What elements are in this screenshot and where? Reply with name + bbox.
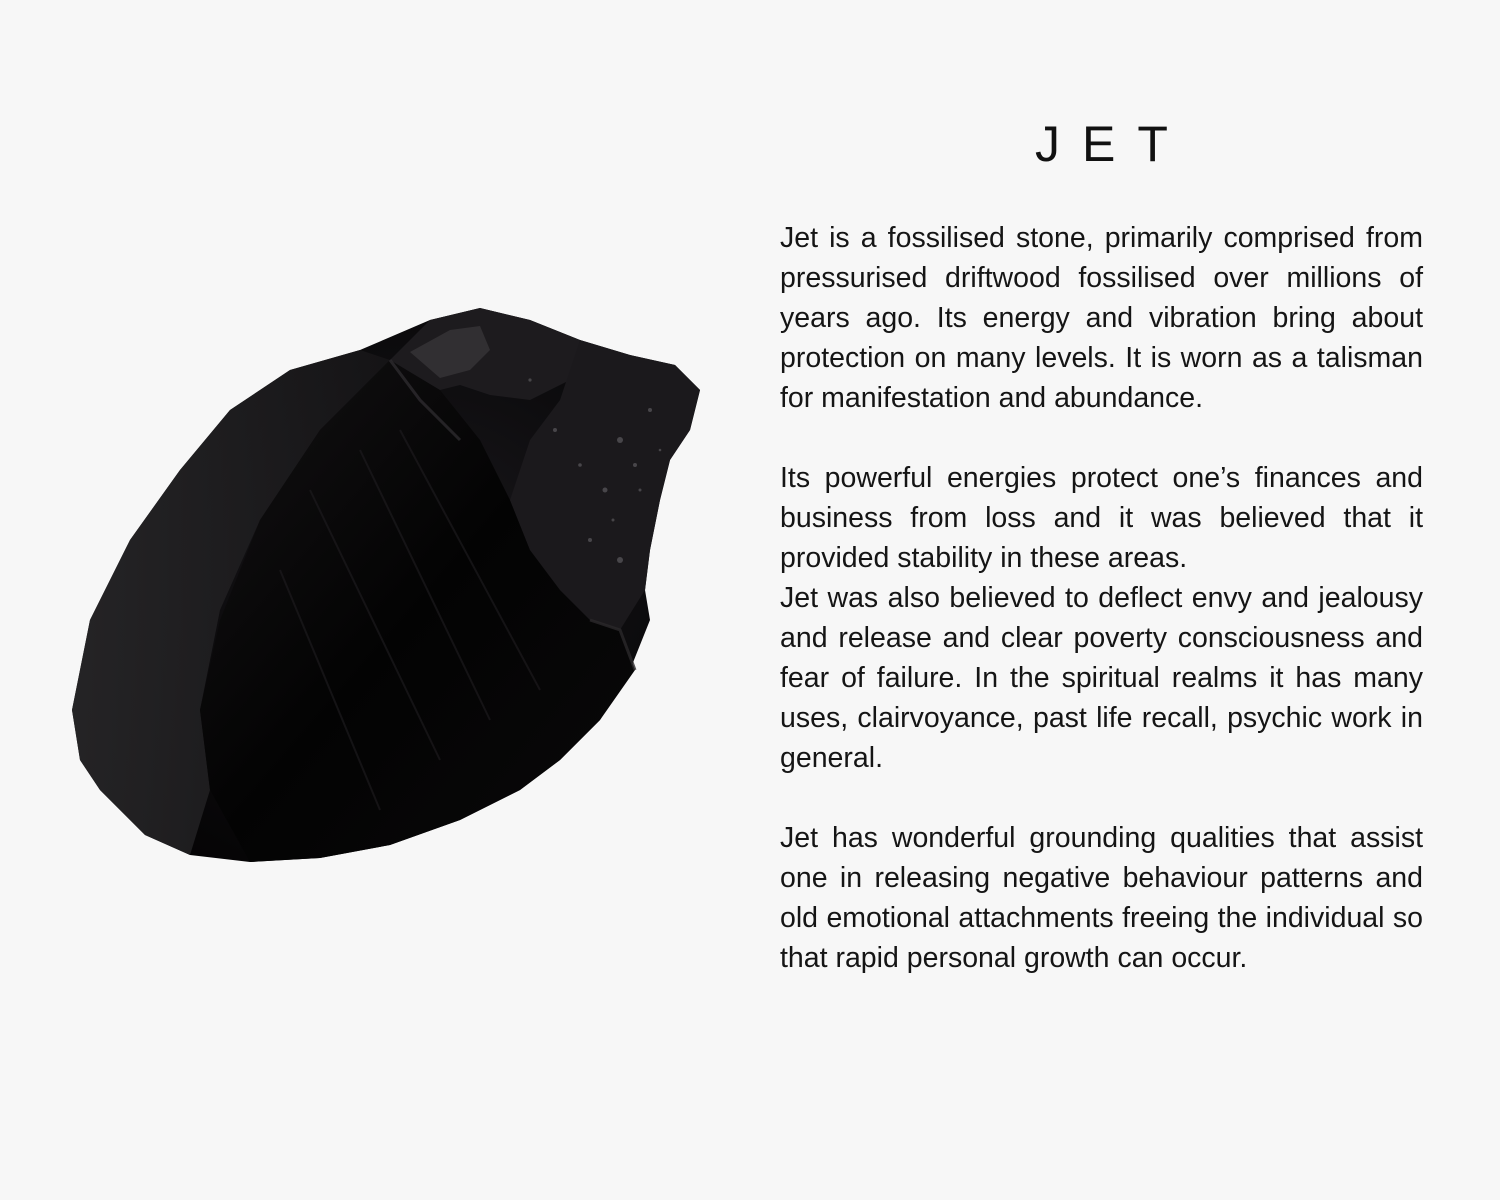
paragraph-origin: Jet is a fossilised stone, primarily comprised from pressurised driftwood fossilised over millions of years ago. Its energy and vibration bring about protection on many levels. It is worn as a talisman for manifestation and abundance.: [780, 222, 1423, 414]
paragraph-grounding: Jet has wonderful grounding qualities that assist one in releasing negative behaviour patterns and old emotional attachments freeing the individual so that rapid personal growth can occur.: [780, 822, 1423, 974]
paragraph-spacer: [780, 418, 1423, 458]
page-title: JET: [1035, 116, 1190, 172]
paragraph-envy: Jet was also believed to deflect envy and jealousy and release and clear poverty consciousness and fear of failure. In the spiritual realms it has many uses, clairvoyance, past life recall, psychic work in general.: [780, 582, 1423, 774]
paragraph-finances: Its powerful energies protect one’s finances and business from loss and it was believed that it provided stability in these areas.: [780, 462, 1423, 574]
paragraph-spacer: [780, 778, 1423, 818]
description-text: [780, 218, 1423, 978]
jet-stone-image: [60, 290, 720, 890]
